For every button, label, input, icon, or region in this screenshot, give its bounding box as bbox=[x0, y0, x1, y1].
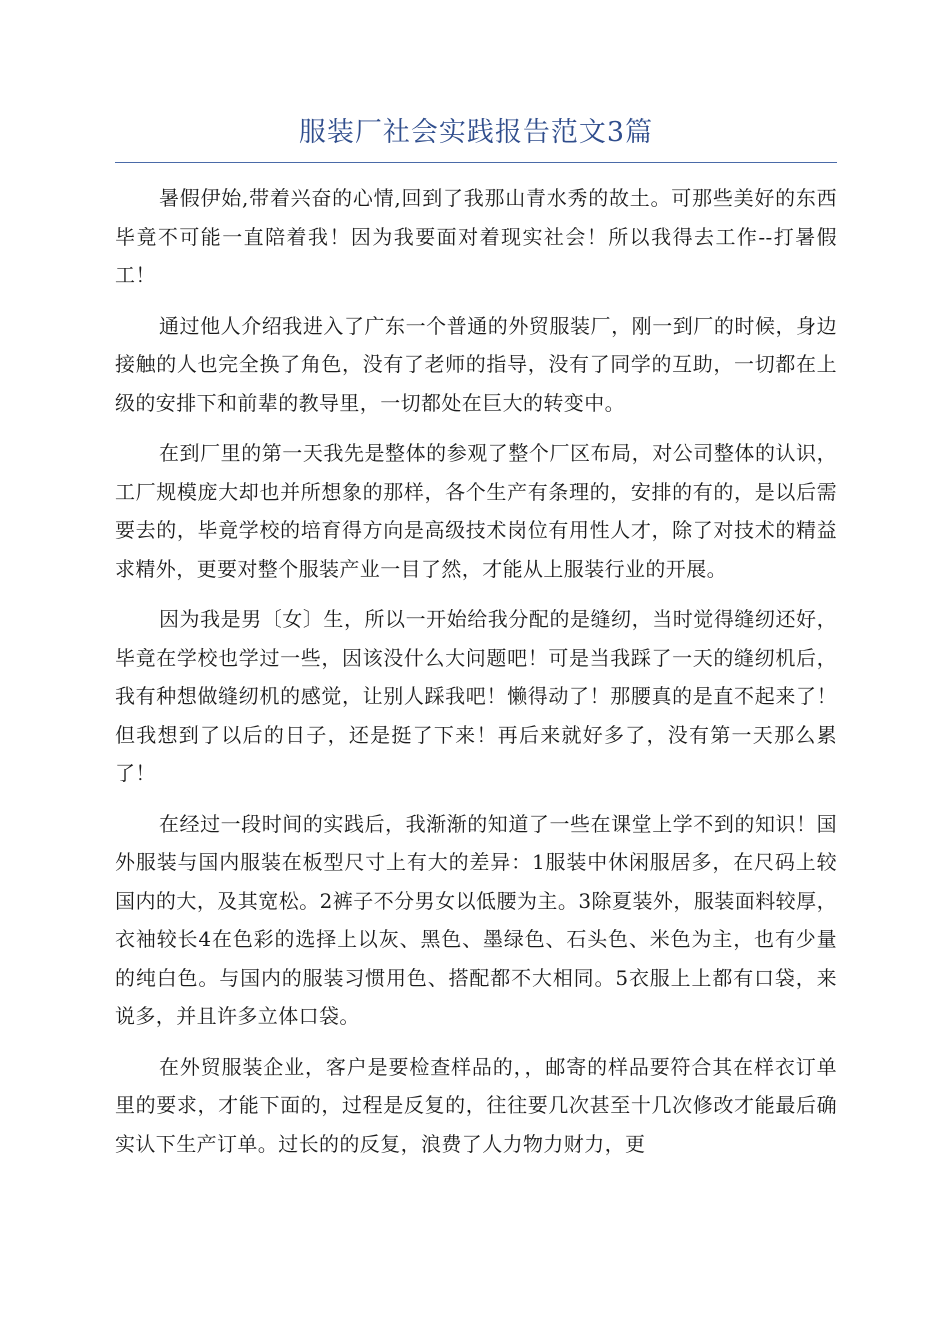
paragraph-3: 在到厂里的第一天我先是整体的参观了整个厂区布局，对公司整体的认识，工厂规模庞大却也并所想象的那样，各个生产有条理的，安排的有的，是以后需要去的，毕竟学校的培育得方向是高级技术岗位有用性人才，除了对技术的精益求精外，更要对整个服装产业一目了然，才能从上服装行业的开展。 bbox=[115, 441, 837, 581]
document-page bbox=[115, 112, 837, 1175]
document-title: 服装厂社会实践报告范文3篇 bbox=[115, 112, 837, 163]
paragraph-4: 因为我是男〔女〕生，所以一开始给我分配的是缝纫，当时觉得缝纫还好，毕竟在学校也学过一些，因该没什么大问题吧！可是当我踩了一天的缝纫机后，我有种想做缝纫机的感觉，让别人踩我吧！懒得动了！那腰真的是直不起来了！但我想到了以后的日子，还是挺了下来！再后来就好多了，没有第一天那么累了！ bbox=[115, 607, 837, 785]
document-body bbox=[115, 179, 837, 1163]
paragraph-6: 在外贸服装企业，客户是要检查样品的，，邮寄的样品要符合其在样衣订单里的要求，才能下面的，过程是反复的，往往要几次甚至十几次修改才能最后确实认下生产订单。过长的的反复，浪费了人力物力财力，更 bbox=[115, 1054, 837, 1156]
paragraph-2: 通过他人介绍我进入了广东一个普通的外贸服装厂，刚一到厂的时候，身边接触的人也完全换了角色，没有了老师的指导，没有了同学的互助，一切都在上级的安排下和前辈的教导里，一切都处在巨大的转变中。 bbox=[115, 313, 837, 415]
paragraph-5: 在经过一段时间的实践后，我渐渐的知道了一些在课堂上学不到的知识！国外服装与国内服装在板型尺寸上有大的差异：1服装中休闲服居多，在尺码上较国内的大，及其宽松。2裤子不分男女以低腰为主。3除夏装外，服装面料较厚，衣袖较长4在色彩的选择上以灰、黑色、墨绿色、石头色、米色为主，也有少量的纯白色。与国内的服装习惯用色、搭配都不大相同。5衣服上上都有口袋，来说多，并且许多立体口袋。 bbox=[115, 811, 837, 1028]
paragraph-1: 暑假伊始,带着兴奋的心情,回到了我那山青水秀的故土。可那些美好的东西毕竟不可能一直陪着我！因为我要面对着现实社会！所以我得去工作--打暑假工！ bbox=[115, 186, 837, 287]
